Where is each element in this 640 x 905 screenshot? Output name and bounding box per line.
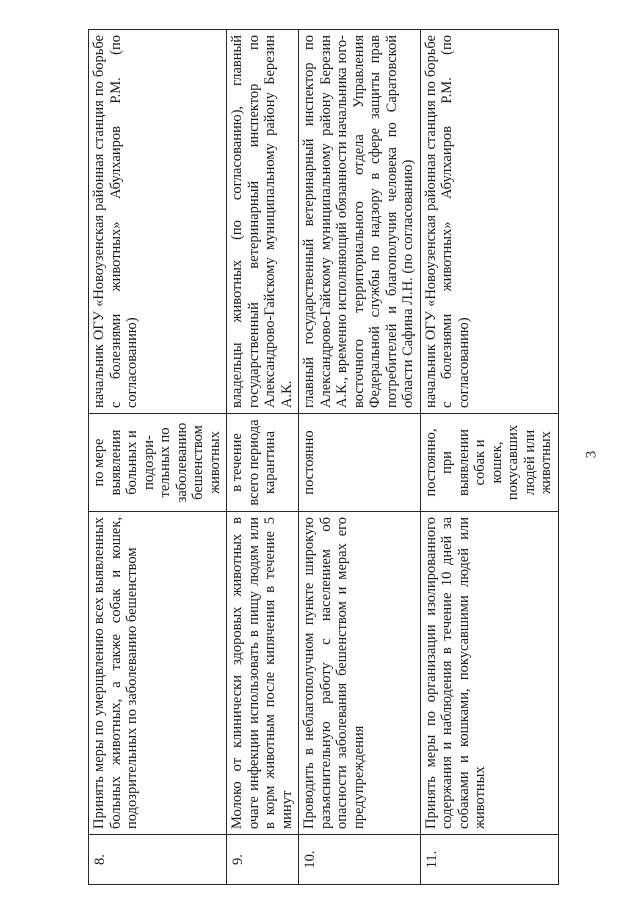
row-number-cell: 8.	[89, 835, 227, 885]
table-row	[299, 30, 421, 885]
page-number: 3	[583, 450, 600, 459]
row-number-cell: 10.	[299, 835, 421, 885]
timing-cell: в течение всего периода карантина	[227, 414, 299, 512]
responsible-cell: начальник ОГУ «Новоузенская районная станция по борьбе с болезнями животных» Абулхаиров Р.М. (по согласованию)	[89, 30, 227, 414]
responsible-cell: главный государственный ветеринарный инспектор по Александрово-Гайскому муниципальному району Березин А.К., временно исполняющий обязанности начальника юго-восточного территориального отдела Управления Федеральной службы по надзору в сфере защиты прав потребителей и благополучия человека по Саратовской области Сафина Л.Н. (по согласованию)	[299, 30, 421, 414]
measures-table	[88, 29, 559, 885]
table-row	[89, 30, 227, 885]
timing-cell: по мере выявления больных и подозри-тельных по заболеванию бешенством животных	[89, 414, 227, 512]
table-row	[227, 30, 299, 885]
row-number-cell: 9.	[227, 835, 299, 885]
measure-cell: Проводить в неблагополучном пункте широкую разъяснительную работу с населением об опасности заболевания бешенством и мерах его предупреждения	[299, 512, 421, 835]
responsible-cell: владельцы животных (по согласованию), главный государственный ветеринарный инспектор по Александрово-Гайскому муниципальному району Березин А.К.	[227, 30, 299, 414]
rotated-table-frame	[88, 30, 559, 885]
table-row	[420, 30, 558, 885]
timing-cell: постоянно, при выявлении собак и кошек, покусавших людей или животных	[420, 414, 558, 512]
timing-cell: постоянно	[299, 414, 421, 512]
measure-cell: Принять меры по организации изолированного содержания и наблюдения в течение 10 дней за собаками и кошками, покусавшими людей или животных	[420, 512, 558, 835]
responsible-cell: начальник ОГУ «Новоузенская районная станция по борьбе с болезнями животных» Абулхаиров Р.М. (по согласованию)	[420, 30, 558, 414]
measure-cell: Принять меры по умерщвлению всех выявленных больных животных, а также собак и кошек, подозрительных по заболеванию бешенством	[89, 512, 227, 835]
measure-cell: Молоко от клинически здоровых животных в очаге инфекции использовать в пищу людям или в корм животным после кипячения в течение 5 минут	[227, 512, 299, 835]
row-number-cell: 11.	[420, 835, 558, 885]
